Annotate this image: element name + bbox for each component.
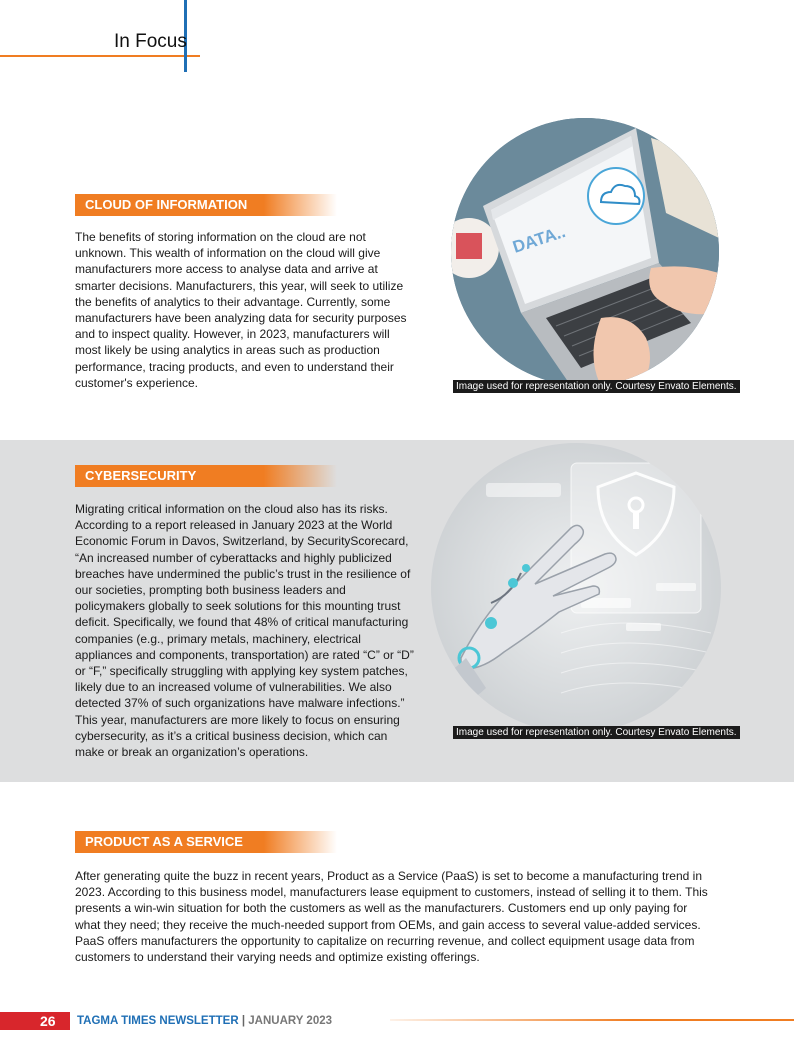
section-heading-paas: PRODUCT AS A SERVICE <box>75 831 337 853</box>
section-body-paas: After generating quite the buzz in recent years, Product as a Service (PaaS) is set to become a manufacturing trend in 2023. According to this business model, manufacturers lease equipment to customers, instead of selling it to them. This presents a win-win situation for both the customers as well as the manufacturers. Customers end up only paying for what they need; they receive the much-needed support from OEMs, and gain access to several value-added services. PaaS offers manufacturers the opportunity to capitalize on recurring revenue, and collect equipment usage data from customers to understand their varying needs and optimize existing offerings. <box>75 869 708 965</box>
robot-hand-illustration <box>431 443 721 733</box>
section-body-cloud: The benefits of storing information on the cloud are not unknown. This wealth of information on the cloud will give manufacturers more access to analyse data and arrive at smarter decisions. Manufacturers, this year, will seek to utilize the benefits of analytics to their advantage. Currently, some manufacturers have been analyzing data for security purposes and to inspect quality. However, in 2023, manufacturers will most likely be using analytics in areas such as production performance, tracing products, and even to understand their customer's experience. <box>75 230 407 390</box>
footer-rule <box>390 1019 794 1021</box>
image-caption-cloud: Image used for representation only. Courtesy Envato Elements. <box>453 380 740 393</box>
robot-hand-image <box>431 443 721 733</box>
page-number: 26 <box>40 1013 56 1029</box>
section-body-cybersecurity: Migrating critical information on the cloud also has its risks. According to a report released in January 2023 at the World Economic Forum in Davos, Switzerland, by SecurityScorecard, “An increased number of cyberattacks and highly publicized breaches have undermined the public’s trust in the resilience of our societies, prompting both business leaders and policymakers globally to seek solutions for this mounting trust deficit. Specifically, we found that 48% of critical manufacturing companies (e.g., primary metals, machinery, electrical appliances and components, transportation) are rated “C” or “D” or “F,” specifically struggling with applying key system patches, likely due to an increased volume of vulnerabilities. We also detected 37% of such organizations have malware infections.” This year, manufacturers are more likely to focus on ensuring cybersecurity, as it’s a critical business decision, which can make or break an organization’s operations. <box>75 502 414 760</box>
publication-name: TAGMA TIMES NEWSLETTER <box>77 1015 239 1027</box>
section-title: In Focus <box>114 31 187 52</box>
footer-page-block <box>0 1012 70 1030</box>
footer-publication-line <box>77 1014 332 1028</box>
footer-separator: | <box>241 1015 246 1027</box>
laptop-image <box>451 118 719 386</box>
section-heading-cybersecurity: CYBERSECURITY <box>75 465 337 487</box>
screen-text: DATA.. <box>510 222 568 257</box>
header-rule <box>0 55 200 57</box>
laptop-illustration <box>451 118 719 386</box>
image-caption-cybersecurity: Image used for representation only. Courtesy Envato Elements. <box>453 726 740 739</box>
issue-date: JANUARY 2023 <box>248 1015 332 1027</box>
section-heading-cloud: CLOUD OF INFORMATION <box>75 194 337 216</box>
